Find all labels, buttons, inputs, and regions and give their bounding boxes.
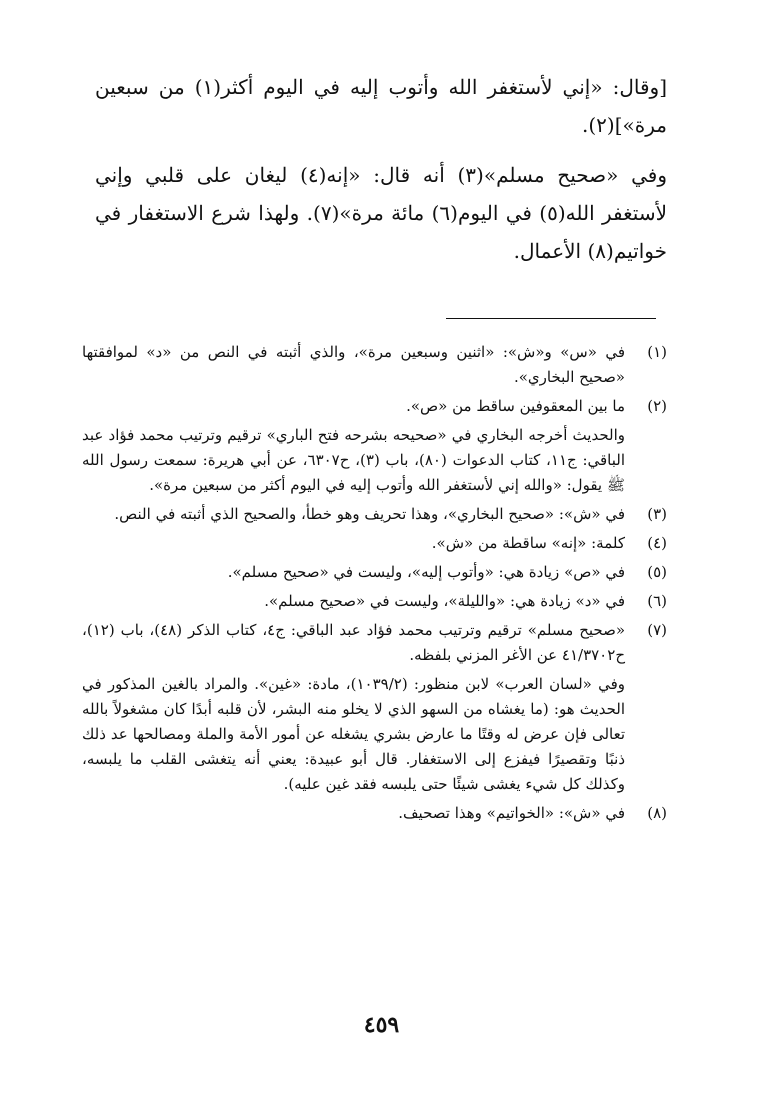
footnote-number: (٨)	[647, 804, 667, 822]
footnote-divider	[446, 318, 656, 319]
footnotes	[82, 340, 667, 830]
footnote-text: ما بين المعقوفين ساقط من «ص».	[406, 397, 625, 415]
footnote-7-continuation: وفي «لسان العرب» لابن منظور: (١٠٣٩/٢)، مادة: «غين». والمراد بالغين المذكور في الحديث هو: (ما يغشاه من السهو الذي لا يخلو منه البشر، لأن قلبه أبدًا كان مشغولاً بالله تعالى فإن عرض له وقتًا ما عارض بشري يشغله عن أمور الأمة والملة ومصالحها عد ذلك ذنبًا وتقصيرًا فيفزع إلى الاستغفار. قال أبو عبيدة: يعني أنه يتغشى القلب ما يلبسه، وكذلك كل شيء يغشى شيئًا حتى يلبسه فقد غين عليه).	[82, 675, 625, 793]
footnote-text: في «ش»: «صحيح البخاري»، وهذا تحريف وهو خطأ، والصحيح الذي أثبته في النص.	[114, 505, 625, 523]
footnote-7	[82, 618, 667, 668]
footnote-number: (١)	[647, 343, 667, 361]
footnote-number: (٣)	[647, 505, 667, 523]
main-paragraph-2: وفي «صحيح مسلم»(٣) أنه قال: «إنه(٤) ليغان على قلبي وإني لأستغفر الله(٥) في اليوم(٦) مائة مرة»(٧). ولهذا شرع الاستغفار في خواتيم(٨) الأعمال.	[95, 163, 668, 263]
footnote-text: في «س» و«ش»: «اثنين وسبعين مرة»، والذي أثبته في النص من «د» لموافقتها «صحيح البخاري».	[82, 343, 625, 386]
footnote-text: كلمة: «إنه» ساقطة من «ش».	[431, 534, 625, 552]
footnote-8	[82, 801, 667, 826]
footnote-number: (٥)	[647, 563, 667, 581]
footnote-text: «صحيح مسلم» ترقيم وترتيب محمد فؤاد عبد الباقي: ج٤، كتاب الذكر (٤٨)، باب (١٢)، ح٤١/٣٧٠٢ عن الأغر المزني بلفظه.	[82, 621, 625, 664]
main-text	[95, 68, 667, 282]
footnote-number: (٦)	[647, 592, 667, 610]
main-paragraph-1: [وقال: «إني لأستغفر الله وأتوب إليه في اليوم أكثر(١) من سبعين مرة»](٢).	[95, 75, 668, 137]
footnote-text: في «د» زيادة هي: «والليلة»، وليست في «صحيح مسلم».	[264, 592, 625, 610]
footnote-4	[82, 531, 667, 556]
footnote-2-continuation: والحديث أخرجه البخاري في «صحيحه بشرحه فتح الباري» ترقيم وترتيب محمد فؤاد عبد الباقي: ج١١، كتاب الدعوات (٨٠)، باب (٣)، ح٦٣٠٧، عن أبي هريرة: سمعت رسول الله ﷺ يقول: «والله إني لأستغفر الله وأتوب إليه في اليوم أكثر من سبعين مرة».	[82, 426, 626, 494]
footnote-2	[82, 394, 667, 419]
footnote-5	[82, 560, 667, 585]
footnote-number: (٧)	[647, 621, 667, 639]
footnote-3	[82, 502, 667, 527]
footnote-number: (٢)	[647, 397, 667, 415]
footnote-number: (٤)	[647, 534, 667, 552]
footnote-text: في «ش»: «الخواتيم» وهذا تصحيف.	[398, 804, 625, 822]
footnote-text: في «ص» زيادة هي: «وأتوب إليه»، وليست في «صحيح مسلم».	[227, 563, 625, 581]
page-number: ٤٥٩	[363, 1012, 400, 1038]
footnote-1	[82, 340, 667, 390]
footnote-6	[82, 589, 667, 614]
